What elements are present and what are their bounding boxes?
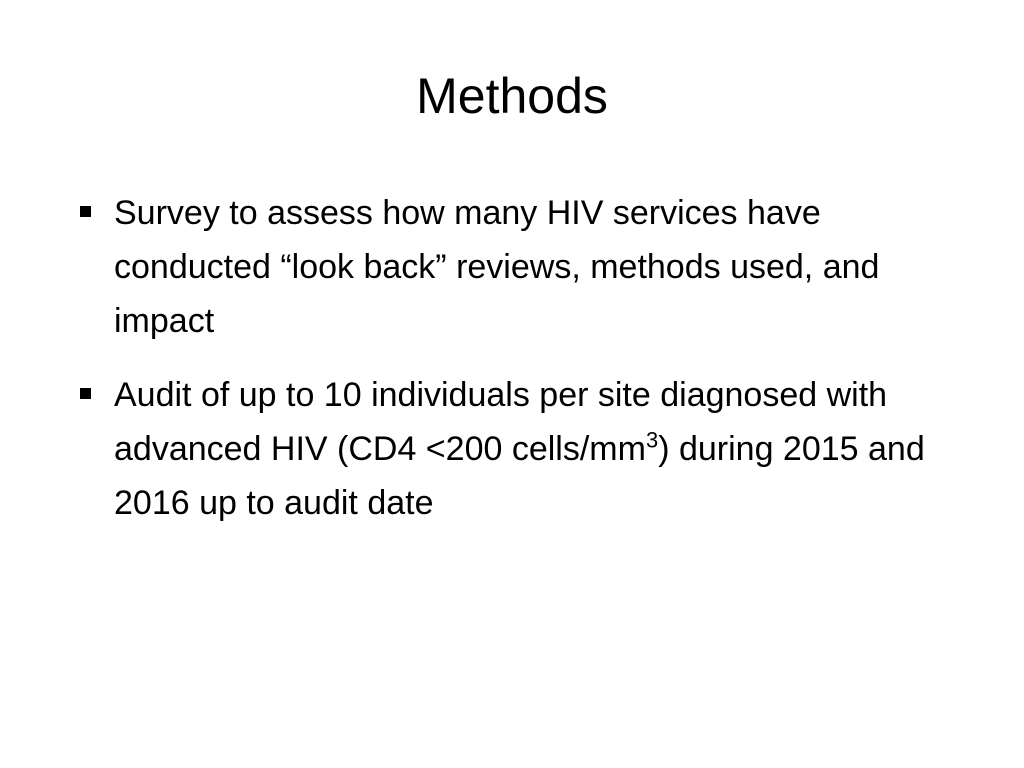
- bullet-text: Survey to assess how many HIV services have conducted “look back” reviews, methods used, and impact: [114, 194, 880, 340]
- bullet-text-before: Audit of up to 10 individuals per site diagnosed with advanced HIV (CD4 <200 cells/mm: [114, 376, 888, 468]
- square-bullet-icon: [80, 206, 91, 217]
- bullet-list: [88, 186, 968, 550]
- square-bullet-icon: [80, 388, 91, 399]
- superscript-exponent: 3: [645, 427, 659, 453]
- bullet-item: [88, 186, 968, 348]
- slide-title: Methods: [416, 68, 608, 124]
- bullet-text: [114, 368, 968, 530]
- bullet-item: [88, 368, 968, 530]
- bullet-text-after: ) during 2015 and 2016 up to audit date: [114, 430, 925, 522]
